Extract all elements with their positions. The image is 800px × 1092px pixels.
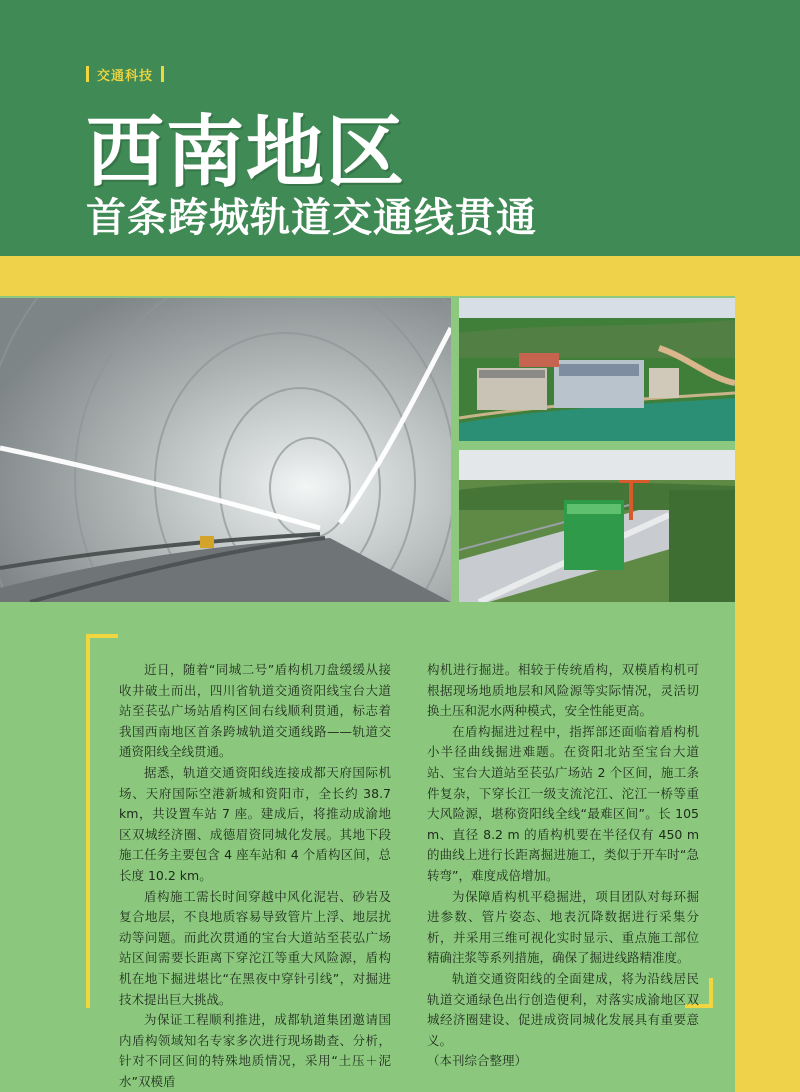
section-tag (86, 64, 164, 84)
station-aerial-photo (459, 298, 735, 441)
bracket-left-bar (86, 634, 90, 1008)
paragraph: 在盾构掘进过程中，指挥部还面临着盾构机小半径曲线掘进难题。在资阳北站至宝台大道站、宝台大道站至苌弘广场站 2 个区间，施工条件复杂，下穿长江一级支流沱江、沱江一桥等重大风险源，堪称资阳线全线“最难区间”。长 105 m、直径 8.2 m 的盾构机要在半径仅有 450 m 的曲线上进行长距离掘进施工，类似于开车时“急转弯”，难度成倍增加。 (427, 723, 699, 883)
bracket-bottom-right-v (709, 978, 713, 1008)
tag-bar-left (86, 66, 89, 82)
paragraph: 轨道交通资阳线的全面建成，将为沿线居民轨道交通绿色出行创造便利，对落实成渝地区双城经济圈建设、促进成资同城化发展具有重要意义。 (427, 970, 699, 1048)
source-credit: （本刊综合整理） (427, 1053, 528, 1069)
section-tag-label: 交通科技 (97, 68, 154, 84)
paragraph: 为保证工程顺利推进，成都轨道集团邀请国内盾构领域知名专家多次进行现场勘查、分析，针对不同区间的特殊地质情况，采用“土压＋泥水”双模盾 (119, 1012, 391, 1089)
paragraph: 盾构施工需长时间穿越中风化泥岩、砂岩及复合地层，不良地质容易导致管片上浮、地层扰动等问题。而此次贯通的宝台大道站至苌弘广场站区间需要长距离下穿沱江等重大风险源，盾构机在地下掘进堪比“在黑夜中穿针引线”，对掘进技术提出巨大挑战。 (119, 888, 391, 1007)
page-title: 西南地区 (86, 108, 407, 198)
paragraph: 据悉，轨道交通资阳线连接成都天府国际机场、天府国际空港新城和资阳市，全长约 38.7 km，共设置车站 7 座。建成后，将推动成渝地区双城经济圈、成德眉资同城化发展。其地下段施工任务主要包含 4 座车站和 4 个盾构区间，总长度 10.2 km。 (119, 764, 391, 883)
paragraph: 为保障盾构机平稳掘进，项目团队对每环掘进参数、管片姿态、地表沉降数据进行采集分析，并采用三维可视化实时显示、重点施工部位精确注浆等系列措施，确保了掘进线路精准度。 (427, 888, 699, 966)
page-subtitle: 首条跨城轨道交通线贯通 (86, 195, 537, 241)
article-column-left (119, 660, 391, 1092)
paragraph-continued: 构机进行掘进。相较于传统盾构，双模盾构机可根据现场地质地层和风险源等实际情况，灵活切换土压和泥水两种模式，安全性能更高。 (427, 662, 699, 719)
paragraph: 近日，随着“同城二号”盾构机刀盘缓缓从接收井破土而出，四川省轨道交通资阳线宝台大道站至苌弘广场站盾构区间右线顺利贯通，标志着我国西南地区首条跨城轨道交通线路——轨道交通资阳线全线贯通。 (119, 662, 391, 760)
bracket-top-left (86, 634, 118, 666)
tag-bar-right (161, 66, 164, 82)
tunnel-photo (0, 298, 451, 602)
article-column-right (427, 660, 699, 1072)
viaduct-photo (459, 450, 735, 602)
